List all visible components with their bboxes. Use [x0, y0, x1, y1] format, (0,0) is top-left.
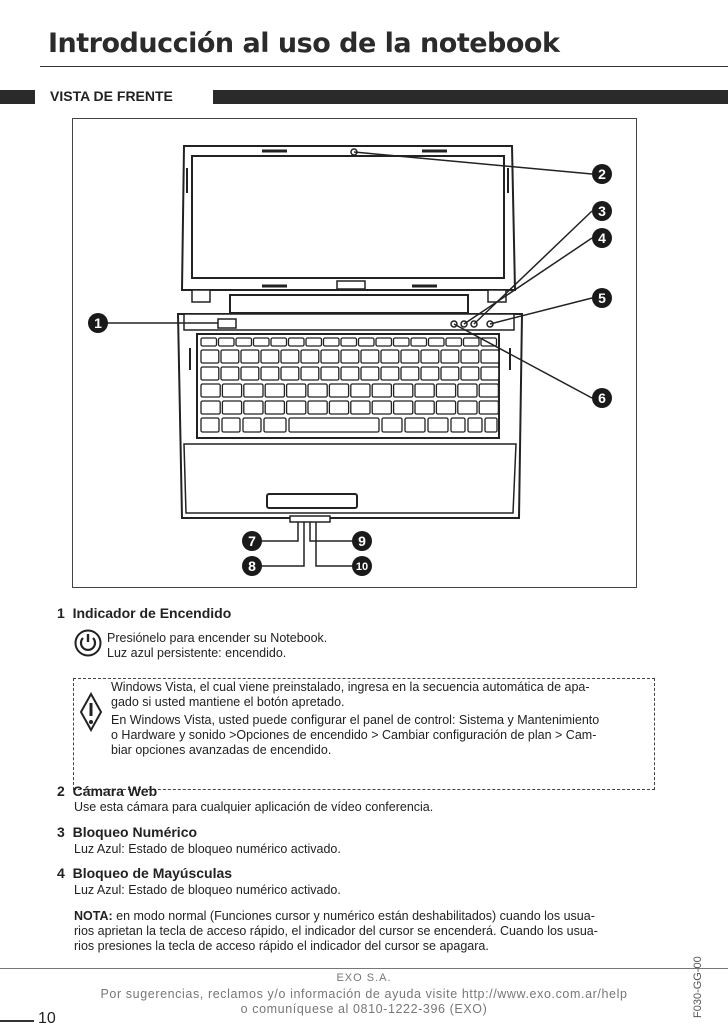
keyboard-key [241, 367, 259, 380]
footer-help-line: Por sugerencias, reclamos y/o información de ayuda visite http://www.exo.com.ar/help [100, 987, 628, 1001]
keyboard-key [421, 350, 439, 363]
keyboard-key [265, 401, 284, 414]
svg-text:7: 7 [248, 533, 256, 549]
touchpad-buttons [267, 494, 357, 508]
item-3-title: 3 Bloqueo Numérico [57, 824, 198, 840]
keyboard-key [329, 401, 348, 414]
keyboard-key [479, 401, 498, 414]
keyboard-key [436, 401, 455, 414]
item-1-line-1: Presiónelo para encender su Notebook. [107, 631, 328, 645]
keyboard-key [421, 367, 439, 380]
svg-text:2: 2 [598, 166, 606, 182]
svg-text:10: 10 [355, 561, 369, 573]
keyboard-key [244, 384, 263, 397]
keyboard-key [361, 350, 379, 363]
keyboard-key [341, 338, 357, 346]
keyboard-key [461, 350, 479, 363]
keyboard-key [485, 418, 497, 432]
keyboard-key [446, 338, 462, 346]
keyboard-key [265, 384, 284, 397]
keyboard-key [264, 418, 286, 432]
keyboard-key [201, 384, 220, 397]
keyboard-key [301, 350, 319, 363]
notebook-front-view-diagram [72, 118, 637, 588]
keyboard-key [415, 384, 434, 397]
keyboard-key [351, 384, 370, 397]
keyboard-key [221, 367, 239, 380]
keyboard-key [321, 367, 339, 380]
keyboard-key [222, 401, 241, 414]
footer-company: EXO S.A. [336, 972, 392, 984]
nota-line-1: NOTA: en modo normal (Funciones cursor y numérico están deshabilitados) cuando los usua- [74, 909, 595, 923]
keyboard-key [451, 418, 465, 432]
keyboard-key [261, 350, 279, 363]
keyboard-key [243, 418, 261, 432]
keyboard-key [468, 418, 482, 432]
keyboard-key [222, 418, 240, 432]
section-bar-left [0, 90, 35, 104]
item-1-line-2: Luz azul persistente: encendido. [107, 646, 287, 660]
keyboard-key [306, 338, 322, 346]
keyboard-key [481, 367, 499, 380]
nota-line-2: rios aprietan la tecla de acceso rápido, el indicador del cursor se encenderá. Cuando los usua- [74, 924, 598, 938]
svg-text:5: 5 [598, 290, 606, 306]
keyboard-key [281, 350, 299, 363]
warning-p2-line-2: o Hardware y sonido >Opciones de encendido > Cambiar configuración de plan > Cam- [111, 728, 597, 742]
keyboard-key [221, 350, 239, 363]
keyboard-key [219, 338, 235, 346]
keyboard-key [351, 401, 370, 414]
item-2-line-1: Use esta cámara para cualquier aplicación de vídeo conferencia. [74, 800, 434, 814]
screen-display [192, 156, 504, 278]
keyboard-key [411, 338, 427, 346]
item-2-title: 2 Cámara Web [57, 783, 158, 799]
keyboard-key [287, 384, 306, 397]
keyboard-key [394, 338, 410, 346]
keyboard-key [415, 401, 434, 414]
keyboard-key [361, 367, 379, 380]
warning-icon [79, 692, 103, 732]
keyboard-key [254, 338, 270, 346]
warning-p2-line-3: biar opciones avanzadas de encendido. [111, 743, 332, 757]
keyboard-key [481, 350, 499, 363]
keyboard-key [261, 367, 279, 380]
keyboard-key [429, 338, 445, 346]
keyboard-key [359, 338, 375, 346]
power-icon [74, 627, 102, 659]
svg-text:9: 9 [358, 533, 366, 549]
page-number-rule [0, 1020, 34, 1022]
keyboard-key [329, 384, 348, 397]
keyboard-key [372, 401, 391, 414]
warning-p1-line-2: gado si usted mantiene el botón apretado. [111, 695, 345, 709]
keyboard-key [324, 338, 340, 346]
section-bar-right [213, 90, 728, 104]
keyboard-key [281, 367, 299, 380]
keyboard-key [201, 418, 219, 432]
warning-p1-line-1: Windows Vista, el cual viene preinstalado, ingresa en la secuencia automática de apa- [111, 680, 590, 694]
keyboard-key [321, 350, 339, 363]
keyboard-key [436, 384, 455, 397]
keyboard-key [372, 384, 391, 397]
keyboard-key [394, 384, 413, 397]
title-rule [40, 66, 728, 67]
keyboard-key [201, 338, 217, 346]
document-code: F030-GG-00 [692, 956, 704, 1018]
keyboard-key [458, 401, 477, 414]
keyboard-key [241, 350, 259, 363]
keyboard-key [461, 367, 479, 380]
power-button-shape [218, 319, 236, 328]
keyboard-key [201, 350, 219, 363]
section-heading: VISTA DE FRENTE [50, 88, 173, 104]
nota-line-3: rios presiones la tecla de acceso rápido el indicador del cursor se apagara. [74, 939, 489, 953]
keyboard-key [458, 384, 477, 397]
svg-text:8: 8 [248, 558, 256, 574]
page-number: 10 [38, 1010, 56, 1027]
svg-text:4: 4 [598, 230, 606, 246]
item-4-title: 4 Bloqueo de Mayúsculas [57, 865, 233, 881]
svg-text:1: 1 [94, 315, 102, 331]
svg-text:6: 6 [598, 390, 606, 406]
footer-contact-line: o comuníquese al 0810-1222-396 (EXO) [240, 1002, 488, 1016]
hinge [230, 295, 468, 313]
keyboard-key [401, 350, 419, 363]
keyboard-key [289, 338, 305, 346]
keyboard-key [381, 350, 399, 363]
keyboard-key [201, 401, 220, 414]
footer-rule [0, 968, 728, 969]
nota-label: NOTA: [74, 909, 113, 923]
keyboard-key [376, 338, 392, 346]
keyboard-key [301, 367, 319, 380]
keyboard-key [428, 418, 448, 432]
item-4-line-1: Luz Azul: Estado de bloqueo numérico activado. [74, 883, 341, 897]
keyboard-key [464, 338, 480, 346]
front-leds [290, 516, 330, 522]
keyboard-key [308, 401, 327, 414]
keyboard-key [244, 401, 263, 414]
keyboard-key [441, 367, 459, 380]
page-title: Introducción al uso de la notebook [48, 28, 560, 59]
warning-p2-line-1: En Windows Vista, usted puede configurar el panel de control: Sistema y Mantenimiento [111, 713, 600, 727]
keyboard-key [341, 350, 359, 363]
keyboard-key [308, 384, 327, 397]
keyboard-key [222, 384, 241, 397]
keyboard-key [381, 367, 399, 380]
keyboard-key [236, 338, 252, 346]
keyboard-key [271, 338, 287, 346]
item-1-title: 1 Indicador de Encendido [57, 605, 232, 621]
keyboard-key [341, 367, 359, 380]
item-3-line-1: Luz Azul: Estado de bloqueo numérico activado. [74, 842, 341, 856]
svg-text:3: 3 [598, 203, 606, 219]
keyboard-key [289, 418, 379, 432]
keyboard-key [382, 418, 402, 432]
keyboard-key [394, 401, 413, 414]
keyboard-key [201, 367, 219, 380]
keyboard-key [479, 384, 498, 397]
keyboard-key [287, 401, 306, 414]
keyboard-key [405, 418, 425, 432]
keyboard-key [401, 367, 419, 380]
keyboard-key [441, 350, 459, 363]
